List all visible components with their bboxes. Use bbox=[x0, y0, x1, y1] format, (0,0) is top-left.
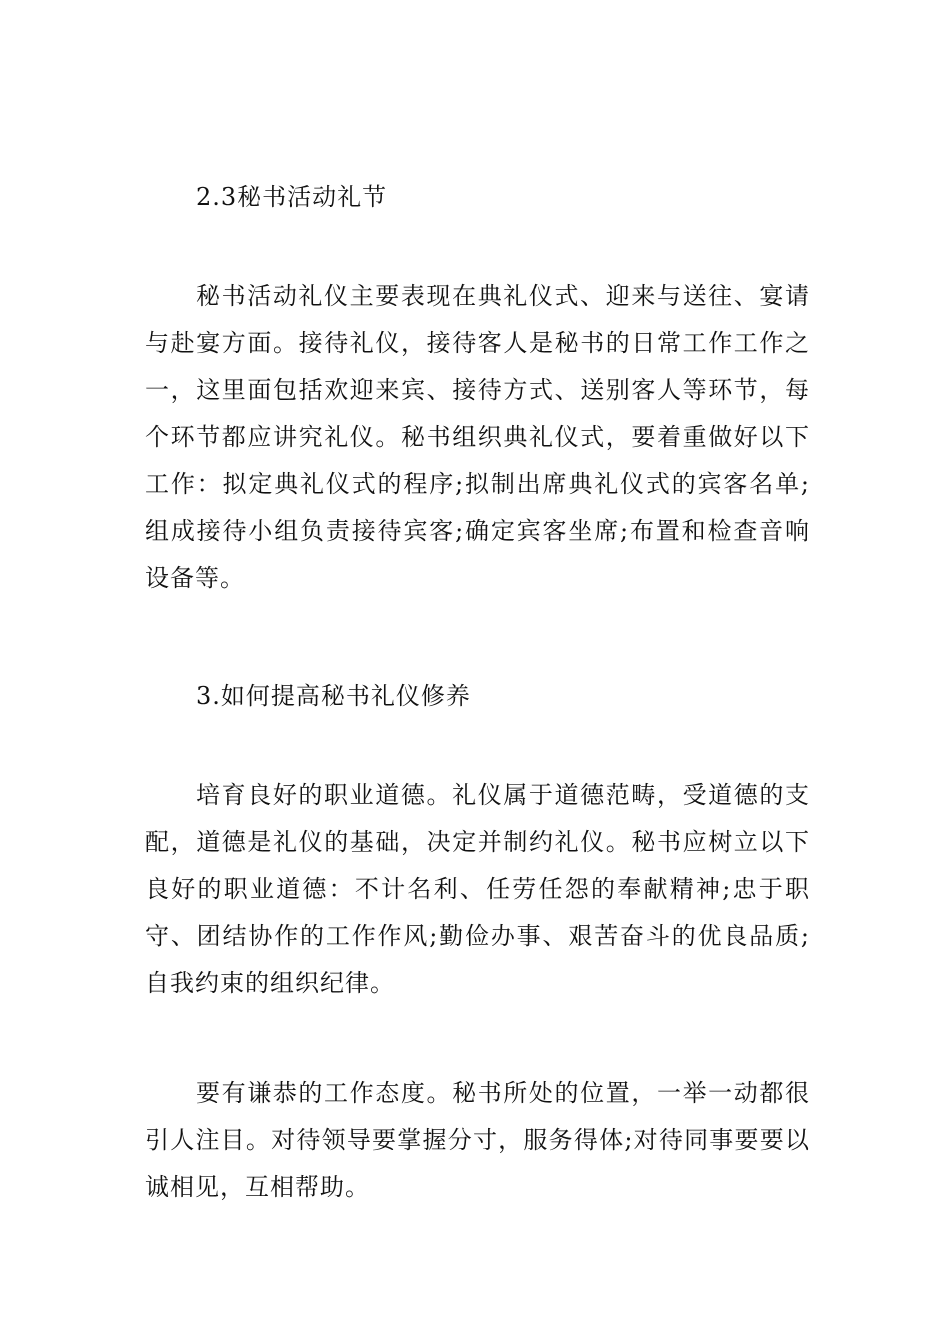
paragraph-secretary-etiquette: 秘书活动礼仪主要表现在典礼仪式、迎来与送往、宴请与赴宴方面。接待礼仪，接待客人是秘书的日常工作工作之一，这里面包括欢迎来宾、接待方式、送别客人等环节，每个环节都应讲究礼仪。秘书组织典礼仪式，要着重做好以下工作：拟定典礼仪式的程序;拟制出席典礼仪式的宾客名单;组成接待小组负责接待宾客;确定宾客坐席;布置和检查音响设备等。 bbox=[145, 282, 810, 592]
paragraph-professional-ethics: 培育良好的职业道德。礼仪属于道德范畴，受道德的支配，道德是礼仪的基础，决定并制约礼仪。秘书应树立以下良好的职业道德：不计名利、任劳任怨的奉献精神;忠于职守、团结协作的工作作风;勤俭办事、艰苦奋斗的优良品质;自我约束的组织纪律。 bbox=[145, 781, 810, 997]
section-heading-3: 3.如何提高秘书礼仪修养 bbox=[196, 682, 471, 710]
section-heading-2-3: 2.3秘书活动礼节 bbox=[196, 183, 388, 211]
paragraph-work-attitude: 要有谦恭的工作态度。秘书所处的位置，一举一动都很引人注目。对待领导要掌握分寸，服务得体;对待同事要要以诚相见，互相帮助。 bbox=[145, 1079, 810, 1201]
